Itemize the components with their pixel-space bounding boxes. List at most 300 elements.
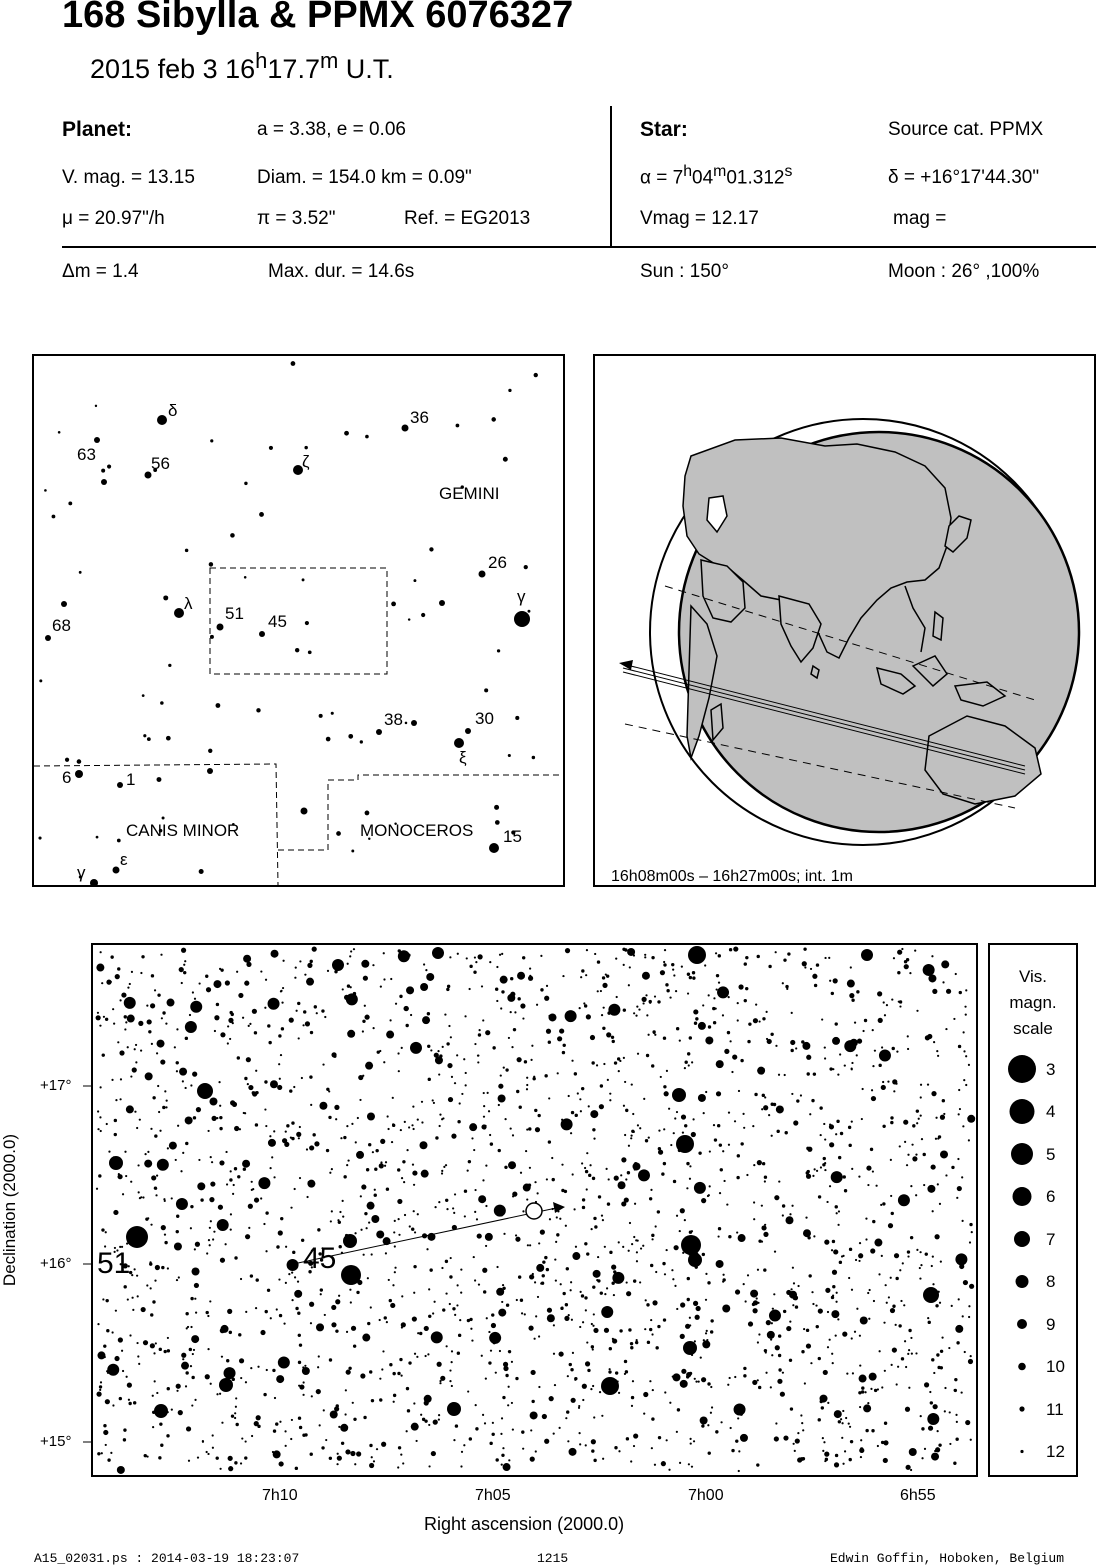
field-star [702, 1340, 710, 1348]
field-star [299, 1426, 302, 1429]
field-star [521, 1312, 523, 1314]
field-star [438, 1418, 440, 1420]
field-star [228, 1018, 233, 1023]
field-star [851, 1068, 853, 1070]
field-star [508, 1161, 516, 1169]
field-star [959, 991, 962, 994]
field-star [99, 1389, 101, 1391]
field-star [442, 1117, 444, 1119]
field-star [806, 1343, 811, 1348]
field-star [234, 1412, 236, 1414]
field-star [281, 1002, 283, 1004]
field-star [229, 1038, 231, 1040]
star-heading: Star: [640, 118, 688, 141]
field-star [176, 1061, 179, 1064]
field-star [834, 1462, 839, 1467]
field-star-bright [681, 1235, 701, 1255]
field-star [676, 1027, 679, 1030]
field-star [626, 1291, 631, 1296]
field-star [501, 1454, 504, 1457]
field-star [874, 1050, 876, 1052]
field-star [851, 999, 854, 1002]
field-star [105, 1299, 108, 1302]
planet-position [526, 1203, 542, 1219]
field-star [624, 1134, 626, 1136]
field-star [277, 1085, 282, 1090]
field-star [246, 1057, 251, 1062]
label-1: 1 [126, 770, 136, 789]
field-star [276, 1308, 278, 1310]
field-star [562, 975, 564, 977]
field-star [414, 1353, 416, 1355]
field-star [117, 1466, 125, 1474]
field-star [831, 1249, 833, 1251]
field-star [710, 1386, 712, 1388]
field-star [589, 1164, 591, 1166]
field-star [597, 1256, 599, 1258]
finder-star [503, 457, 508, 462]
field-star [811, 1099, 814, 1102]
finder-star [45, 635, 51, 641]
field-star [931, 955, 933, 957]
field-star [371, 1399, 374, 1402]
field-star [758, 1020, 760, 1022]
field-star [190, 1297, 193, 1300]
event-ut: U.T. [338, 54, 394, 84]
field-star [346, 1164, 348, 1166]
field-star-bright [676, 1135, 694, 1153]
field-star [315, 1142, 318, 1145]
field-star [271, 950, 279, 958]
field-star [310, 1031, 313, 1034]
field-star [636, 1006, 638, 1008]
field-star [138, 1021, 143, 1026]
field-star [449, 1369, 451, 1371]
field-star [548, 1041, 551, 1044]
finder-star [61, 601, 67, 607]
field-star [663, 963, 666, 966]
field-star [870, 1248, 875, 1253]
field-star [304, 1365, 306, 1367]
field-star [940, 1350, 943, 1353]
field-star [299, 1177, 301, 1179]
finder-star [351, 850, 354, 853]
field-star [635, 1341, 638, 1344]
field-star [802, 1429, 804, 1431]
field-star [663, 1318, 666, 1321]
field-star [836, 1212, 838, 1214]
field-star [307, 1180, 315, 1188]
field-star [105, 1444, 107, 1446]
finder-star [336, 831, 341, 836]
field-star [648, 1137, 650, 1139]
field-star [629, 966, 631, 968]
field-star [295, 1307, 298, 1310]
field-star [676, 1111, 678, 1113]
field-star [845, 1417, 847, 1419]
field-star [968, 1139, 970, 1141]
field-star [775, 1422, 777, 1424]
finder-star [39, 679, 42, 682]
field-star [633, 1445, 635, 1447]
field-star [600, 990, 602, 992]
field-star [936, 1353, 939, 1356]
field-star [932, 989, 937, 994]
field-star [961, 1391, 963, 1393]
field-star [374, 1167, 377, 1170]
field-star [437, 1362, 442, 1367]
field-star [782, 1204, 785, 1207]
field-star [829, 1124, 834, 1129]
field-star [437, 1050, 439, 1052]
field-star [151, 1043, 153, 1045]
field-star [477, 1055, 479, 1057]
field-star [134, 1268, 136, 1270]
field-star [248, 1204, 253, 1209]
field-star [636, 1260, 638, 1262]
field-star [651, 1417, 654, 1420]
field-star [228, 1456, 233, 1461]
field-star [185, 1037, 188, 1040]
field-star [258, 1177, 270, 1189]
field-star [862, 1088, 864, 1090]
field-star [890, 1277, 892, 1279]
field-star [371, 1253, 373, 1255]
field-star [673, 1132, 675, 1134]
field-star [582, 1321, 584, 1323]
field-star [632, 1162, 640, 1170]
field-star [260, 1197, 262, 1199]
field-star [206, 1451, 208, 1453]
field-star [912, 1124, 915, 1127]
field-star [197, 1456, 199, 1458]
field-star [624, 1360, 627, 1363]
field-star [591, 1439, 596, 1444]
field-star [192, 1267, 200, 1275]
field-star [112, 1008, 114, 1010]
finder-star [65, 758, 69, 762]
field-star [121, 1467, 123, 1469]
field-star [761, 1108, 763, 1110]
field-star [805, 1217, 807, 1219]
field-star [169, 1142, 177, 1150]
field-star [269, 1167, 271, 1169]
field-star [131, 1297, 133, 1299]
field-star [735, 1289, 740, 1294]
field-star [185, 1142, 188, 1145]
field-star [451, 1350, 453, 1352]
field-star [220, 1032, 225, 1037]
field-star [194, 1283, 199, 1288]
field-star [127, 1046, 129, 1048]
field-star [393, 1401, 395, 1403]
field-star [397, 1168, 400, 1171]
field-star [797, 1285, 799, 1287]
field-star [219, 1116, 222, 1119]
field-star [241, 1437, 243, 1439]
field-star [764, 1175, 767, 1178]
field-star [395, 1003, 397, 1005]
field-star [199, 982, 201, 984]
field-star [877, 1445, 879, 1447]
field-star [784, 1074, 786, 1076]
field-star [710, 1412, 712, 1414]
field-star [579, 1326, 581, 1328]
field-star [833, 978, 838, 983]
field-star [520, 1299, 523, 1302]
field-star [144, 1454, 147, 1457]
field-star [562, 1051, 565, 1054]
field-star [465, 1072, 467, 1074]
field-star [157, 1159, 169, 1171]
field-star [451, 1361, 453, 1363]
field-star [848, 1144, 851, 1147]
field-star [948, 1347, 950, 1349]
field-star [129, 983, 131, 985]
field-star [482, 1268, 487, 1273]
field-star [897, 950, 902, 955]
field-star [383, 1061, 385, 1063]
field-star [461, 1451, 463, 1453]
field-star [498, 1149, 501, 1152]
field-star [554, 1258, 556, 1260]
field-star [859, 1448, 864, 1453]
field-star [665, 983, 668, 986]
field-star [764, 1096, 766, 1098]
finder-star [269, 446, 273, 450]
field-star [858, 1391, 861, 1394]
field-star [160, 1444, 163, 1447]
field-star [125, 1175, 127, 1177]
field-star [517, 972, 525, 980]
field-star [582, 1206, 585, 1209]
field-star [219, 1468, 221, 1470]
field-star [897, 971, 900, 974]
field-star [783, 1310, 786, 1313]
field-star [666, 1070, 668, 1072]
field-star [559, 1218, 561, 1220]
field-star [350, 950, 352, 952]
field-star [97, 1110, 99, 1112]
field-star [489, 961, 491, 963]
field-star [98, 1174, 101, 1177]
field-star [612, 1040, 615, 1043]
field-star [374, 1189, 376, 1191]
field-star [851, 1062, 853, 1064]
field-star [245, 1440, 247, 1442]
field-star [803, 1328, 805, 1330]
field-star [757, 1067, 765, 1075]
field-star [771, 1135, 773, 1137]
finder-star [185, 549, 189, 553]
field-star [280, 1054, 282, 1056]
finder-star [143, 734, 146, 737]
page-title: 168 Sibylla & PPMX 6076327 [62, 0, 574, 36]
field-star [478, 954, 483, 959]
field-star [708, 1025, 711, 1028]
field-star [176, 1390, 178, 1392]
field-star [786, 1326, 791, 1331]
field-star [827, 1402, 829, 1404]
field-star [887, 1080, 889, 1082]
field-star [162, 1106, 165, 1109]
field-star [872, 1220, 875, 1223]
field-star [735, 1439, 738, 1442]
field-star [425, 1355, 427, 1357]
field-star [273, 1429, 276, 1432]
field-star [832, 1240, 835, 1243]
field-star [137, 1164, 139, 1166]
field-star [658, 1130, 660, 1132]
field-star [251, 1435, 253, 1437]
field-star [702, 1253, 705, 1256]
field-star [526, 1088, 528, 1090]
field-star [660, 1076, 662, 1078]
field-star [931, 1164, 936, 1169]
field-star [234, 1461, 237, 1464]
field-star [457, 1120, 460, 1123]
field-star [210, 1181, 215, 1186]
field-star [264, 1080, 267, 1083]
field-star [824, 1138, 826, 1140]
field-star [708, 994, 710, 996]
field-star [285, 1246, 287, 1248]
field-star [100, 1130, 102, 1132]
field-star [425, 969, 427, 971]
field-star [562, 1292, 565, 1295]
field-star [872, 1065, 874, 1067]
field-star [110, 955, 113, 958]
field-star [323, 1409, 325, 1411]
field-star [680, 1208, 685, 1213]
finder-star [58, 431, 61, 434]
field-star [283, 1323, 285, 1325]
field-star [219, 1393, 221, 1395]
field-star [524, 1060, 527, 1063]
finder-star [291, 361, 296, 366]
field-star [394, 1220, 396, 1222]
field-star [218, 1081, 220, 1083]
field-star [593, 1416, 595, 1418]
label-45: 45 [268, 612, 287, 631]
field-star [881, 1386, 883, 1388]
field-star [413, 1210, 415, 1212]
field-star [680, 1380, 688, 1388]
field-star [850, 966, 852, 968]
field-star [417, 1119, 419, 1121]
field-star [542, 1274, 545, 1277]
field-star [570, 1132, 572, 1134]
field-star [593, 1328, 598, 1333]
field-star [530, 1059, 532, 1061]
field-star [157, 993, 160, 996]
field-star [488, 1331, 490, 1333]
field-star [592, 1128, 595, 1131]
field-star [820, 1134, 822, 1136]
field-star [734, 1376, 736, 1378]
field-star [728, 1112, 730, 1114]
field-star [658, 1150, 663, 1155]
field-star [240, 1462, 242, 1464]
field-star [317, 1366, 319, 1368]
field-star [919, 1277, 921, 1279]
field-star [866, 1165, 871, 1170]
field-star [614, 1446, 617, 1449]
finder-star [421, 613, 425, 617]
field-star [579, 1443, 581, 1445]
field-star [96, 964, 104, 972]
field-star [136, 1342, 138, 1344]
field-star [346, 1331, 348, 1333]
field-star [672, 969, 674, 971]
field-star [901, 1357, 904, 1360]
finder-star [244, 482, 247, 485]
field-star [679, 1230, 681, 1232]
field-star [733, 946, 738, 951]
field-star [252, 1009, 257, 1014]
field-star [813, 1235, 815, 1237]
finder-star [259, 512, 264, 517]
field-star [686, 1187, 688, 1189]
field-star [591, 1323, 593, 1325]
field-star [146, 1284, 148, 1286]
finder-star [230, 533, 235, 538]
field-star [106, 980, 111, 985]
field-star [877, 1388, 879, 1390]
field-star [306, 1148, 308, 1150]
field-star [505, 1374, 508, 1377]
field-star [690, 1442, 692, 1444]
field-star [860, 1316, 868, 1324]
field-star [190, 1365, 192, 1367]
field-star [521, 1430, 524, 1433]
field-star [700, 1417, 708, 1425]
field-star [226, 1359, 229, 1362]
field-star [156, 1268, 158, 1270]
field-star [791, 1205, 793, 1207]
field-star [235, 1406, 237, 1408]
field-star [603, 1007, 605, 1009]
field-star [804, 966, 806, 968]
field-star [756, 1297, 758, 1299]
field-star [176, 1230, 179, 1233]
legend-title-3: scale [1013, 1019, 1053, 1038]
field-star [715, 1430, 718, 1433]
field-star [937, 1183, 939, 1185]
field-star [191, 1404, 193, 1406]
field-star [426, 973, 434, 981]
field-star [907, 1353, 909, 1355]
field-star [242, 1017, 244, 1019]
field-star [228, 1466, 233, 1471]
field-star [816, 963, 819, 966]
field-star [321, 1446, 324, 1449]
field-star [185, 1116, 193, 1124]
field-star [920, 1264, 922, 1266]
field-star [394, 1245, 396, 1247]
field-star [194, 1298, 196, 1300]
field-star [716, 1260, 724, 1268]
field-star [609, 1099, 611, 1101]
field-star [114, 1133, 117, 1136]
field-star [935, 1117, 937, 1119]
field-star [753, 1164, 755, 1166]
field-star [167, 1267, 169, 1269]
field-star [387, 1128, 389, 1130]
field-star [406, 1149, 408, 1151]
field-star [412, 1164, 414, 1166]
field-star [119, 1050, 124, 1055]
